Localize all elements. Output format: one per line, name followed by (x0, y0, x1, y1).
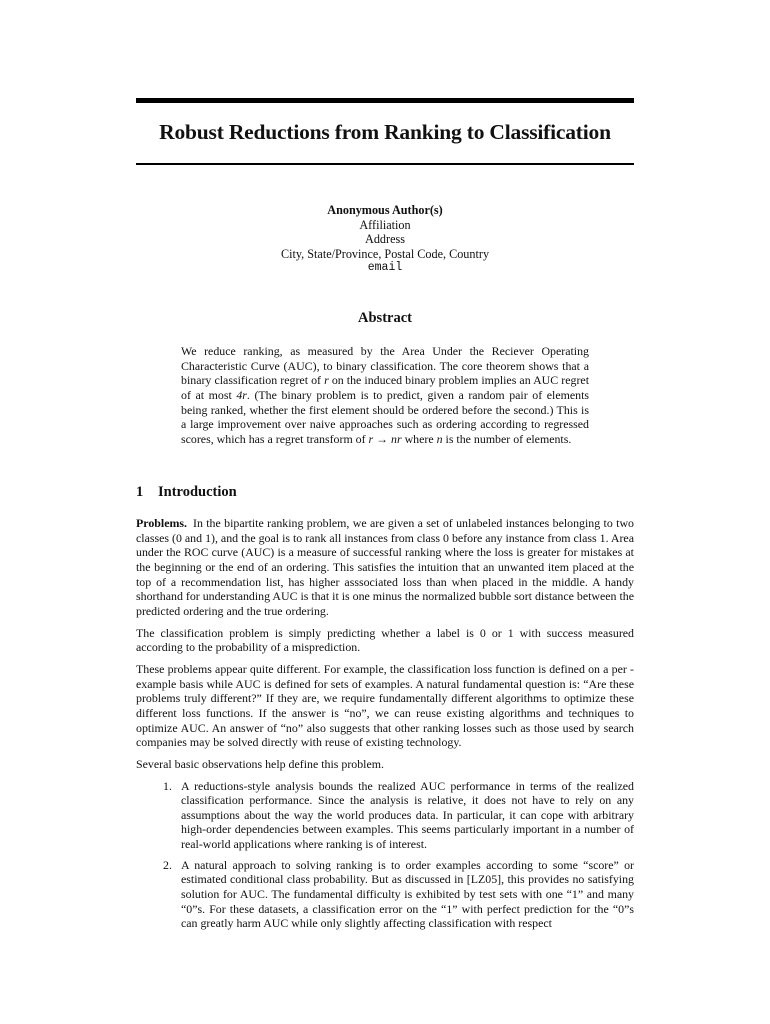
abstract-text-part: where (401, 431, 437, 446)
paragraph: These problems appear quite different. For example, the classification loss function is defined on a per - example basis while AUC is defined for sets of examples. A natural fundamental question is: “Are these problems truly different?” If they are, we require fundamentally different algorithms to optimize these different loss functions. If the answer is “no”, we can reuse existing algorithms and techniques to optimize AUC. An answer of “no” also suggests that other ranking losses such as those used by search companies may be solved directly with reuse of existing technology. (136, 661, 634, 750)
paragraph: The classification problem is simply predicting whether a label is 0 or 1 with success measured according to the probability of a misprediction. (136, 625, 634, 655)
abstract-text-part: . (The binary problem is to predict, given a random pair of elements being ranked, whether the first element should be ordered before the second.) This is a large improvement over naive approaches such as ordering according to regressed scores, which has a regret transform of (181, 387, 589, 446)
abstract-text-part: We reduce ranking, as measured by the Area Under the Reciever Operating Characteristic Curve (AUC), to binary classification. The core theorem shows that a binary classification regret of (181, 344, 589, 388)
title-top-rule (136, 98, 634, 103)
author-city: City, State/Province, Postal Code, Country (280, 246, 490, 261)
math-4r: 4r (236, 387, 247, 402)
list-item (136, 858, 634, 931)
paragraph (136, 516, 634, 619)
author-name: Anonymous Author(s) (327, 203, 443, 217)
section-number: 1 (136, 484, 144, 500)
author-affiliation: Affiliation (359, 217, 411, 232)
paragraph: Several basic observations help define this problem. (136, 756, 384, 771)
list-item (136, 779, 634, 852)
section-heading (136, 484, 634, 501)
intro-body (136, 516, 634, 937)
abstract-text (181, 344, 589, 447)
problems-run-in-heading: Problems. (136, 516, 187, 530)
author-block (136, 203, 634, 276)
list-item-text: A natural approach to solving ranking is to order examples according to some “score” or estimated conditional class probability. But as discussed in [LZ05], this provides no satisfying solution for AUC. The fundamental difficulty is exhibited by test sets with one “1” and many “0”s. For these datasets, a classification error on the “1” with perfect prediction for the “0”s can greatly harm AUC while only slightly affecting classification with respect (181, 857, 634, 931)
author-email: email (367, 261, 403, 275)
list-marker: 2. (163, 857, 172, 872)
section-title: Introduction (158, 484, 237, 500)
math-r-to-nr: r → nr (368, 431, 402, 446)
paper-title: Robust Reductions from Ranking to Classification (159, 120, 611, 144)
observations-list (136, 779, 634, 932)
list-item-text: A reductions-style analysis bounds the realized AUC performance in terms of the realized classification performance. Since the analysis is relative, it does not have to rely on any assumptions about the way the world produces data. In particular, it can cope with arbitrary high-order dependencies between examples. This seems particularly important in a number of real-world applications where ranking is of interest. (181, 778, 634, 852)
paragraph-text: In the bipartite ranking problem, we are given a set of unlabeled instances belonging to two classes (0 and 1), and the goal is to rank all instances from class 0 before any instance from class 1. Area under the ROC curve (AUC) is a measure of successful ranking where the loss is greater for mistakes at the beginning or the end of an ordering. This satisfies the intuition that an unwanted item placed at the top of a recommendation list, has higher asssociated loss than when placed in the middle. A handy shorthand for understanding AUC is that it is one minus the normalized bubble sort distance between the predicted ordering and the true ordering. (136, 516, 634, 618)
abstract-heading: Abstract (358, 310, 412, 326)
math-r: r (324, 373, 329, 388)
abstract-text-part: on the induced binary problem implies an AUC regret of at most (181, 373, 589, 402)
list-marker: 1. (163, 778, 172, 793)
title-bottom-rule (136, 163, 634, 165)
author-address: Address (365, 232, 405, 247)
math-n: n (436, 431, 443, 446)
abstract-text-part: is the number of elements. (442, 431, 572, 446)
